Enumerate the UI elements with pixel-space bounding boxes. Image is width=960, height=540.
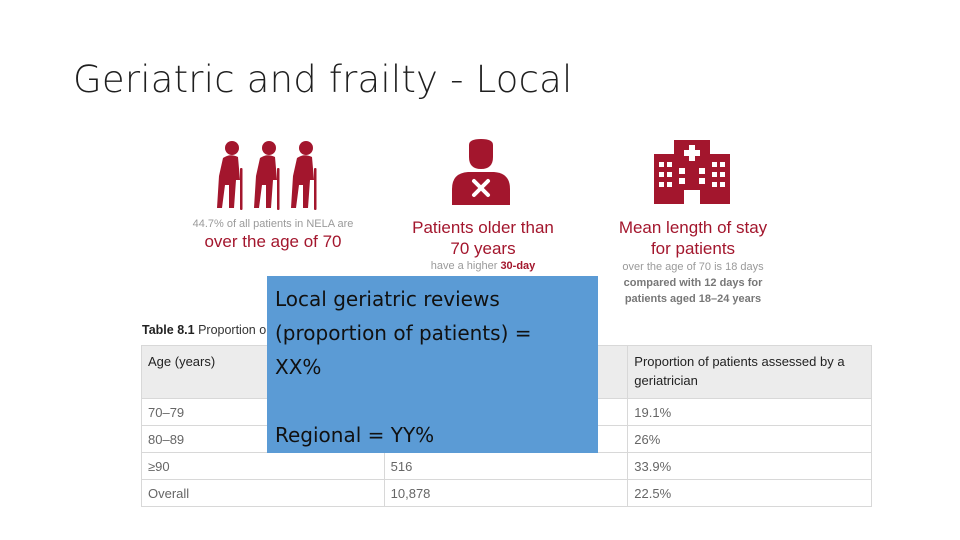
elderly-people-icon [210,140,322,210]
stat2-sub-pre: have a higher [430,260,498,272]
stat3-main-line2: for patients [650,239,736,258]
table-cell: 80–89 [142,426,385,453]
table-cell: 22.5% [628,480,872,507]
table-cell: 516 [384,453,628,480]
stat1-pre-text: 44.7% of all patients in NELA are [192,218,354,230]
table-row [142,453,872,480]
table-cell: Overall [142,480,385,507]
stat3-line-c: patients aged 18–24 years [624,293,762,305]
stat3-line-a: over the age of 70 is 18 days [622,261,764,273]
stat-length-of-stay [604,217,782,307]
stat3-main-line1: Mean length of stay [618,218,768,237]
stat2-main-line2: 70 years [450,239,516,258]
table-caption-text: Proportion o [198,323,267,337]
stat-age-over-70 [178,217,368,252]
overlay-line-2: (proportion of patients) = [275,321,532,345]
local-reviews-textbox[interactable] [267,276,598,453]
table-cell: 19.1% [628,399,872,426]
stat1-main-text: over the age of 70 [204,232,342,251]
table-row [142,480,872,507]
slide-title: Geriatric and frailty - Local [73,58,573,101]
stat2-main-line1: Patients older than [412,218,554,237]
overlay-line-4: Regional = YY% [275,423,435,447]
table-caption [142,323,266,337]
table-caption-label: Table 8.1 [142,323,195,337]
overlay-line-1: Local geriatric reviews [275,287,500,311]
table-header-cell: Age (years) [142,346,385,399]
table-cell: 26% [628,426,872,453]
table-header-cell: Proportion of patients assessed by a geriatrician [628,346,872,399]
overlay-line-3: XX% [275,355,322,379]
hospital-icon [654,140,730,204]
table-cell: 10,878 [384,480,628,507]
table-cell: 70–79 [142,399,385,426]
stat2-sub-bold: 30-day [500,260,536,272]
patient-icon [450,139,512,205]
stat3-line-b: compared with 12 days for [623,277,763,289]
table-cell: ≥90 [142,453,385,480]
stat-patients-older-70 [393,217,573,273]
table-cell: 33.9% [628,453,872,480]
